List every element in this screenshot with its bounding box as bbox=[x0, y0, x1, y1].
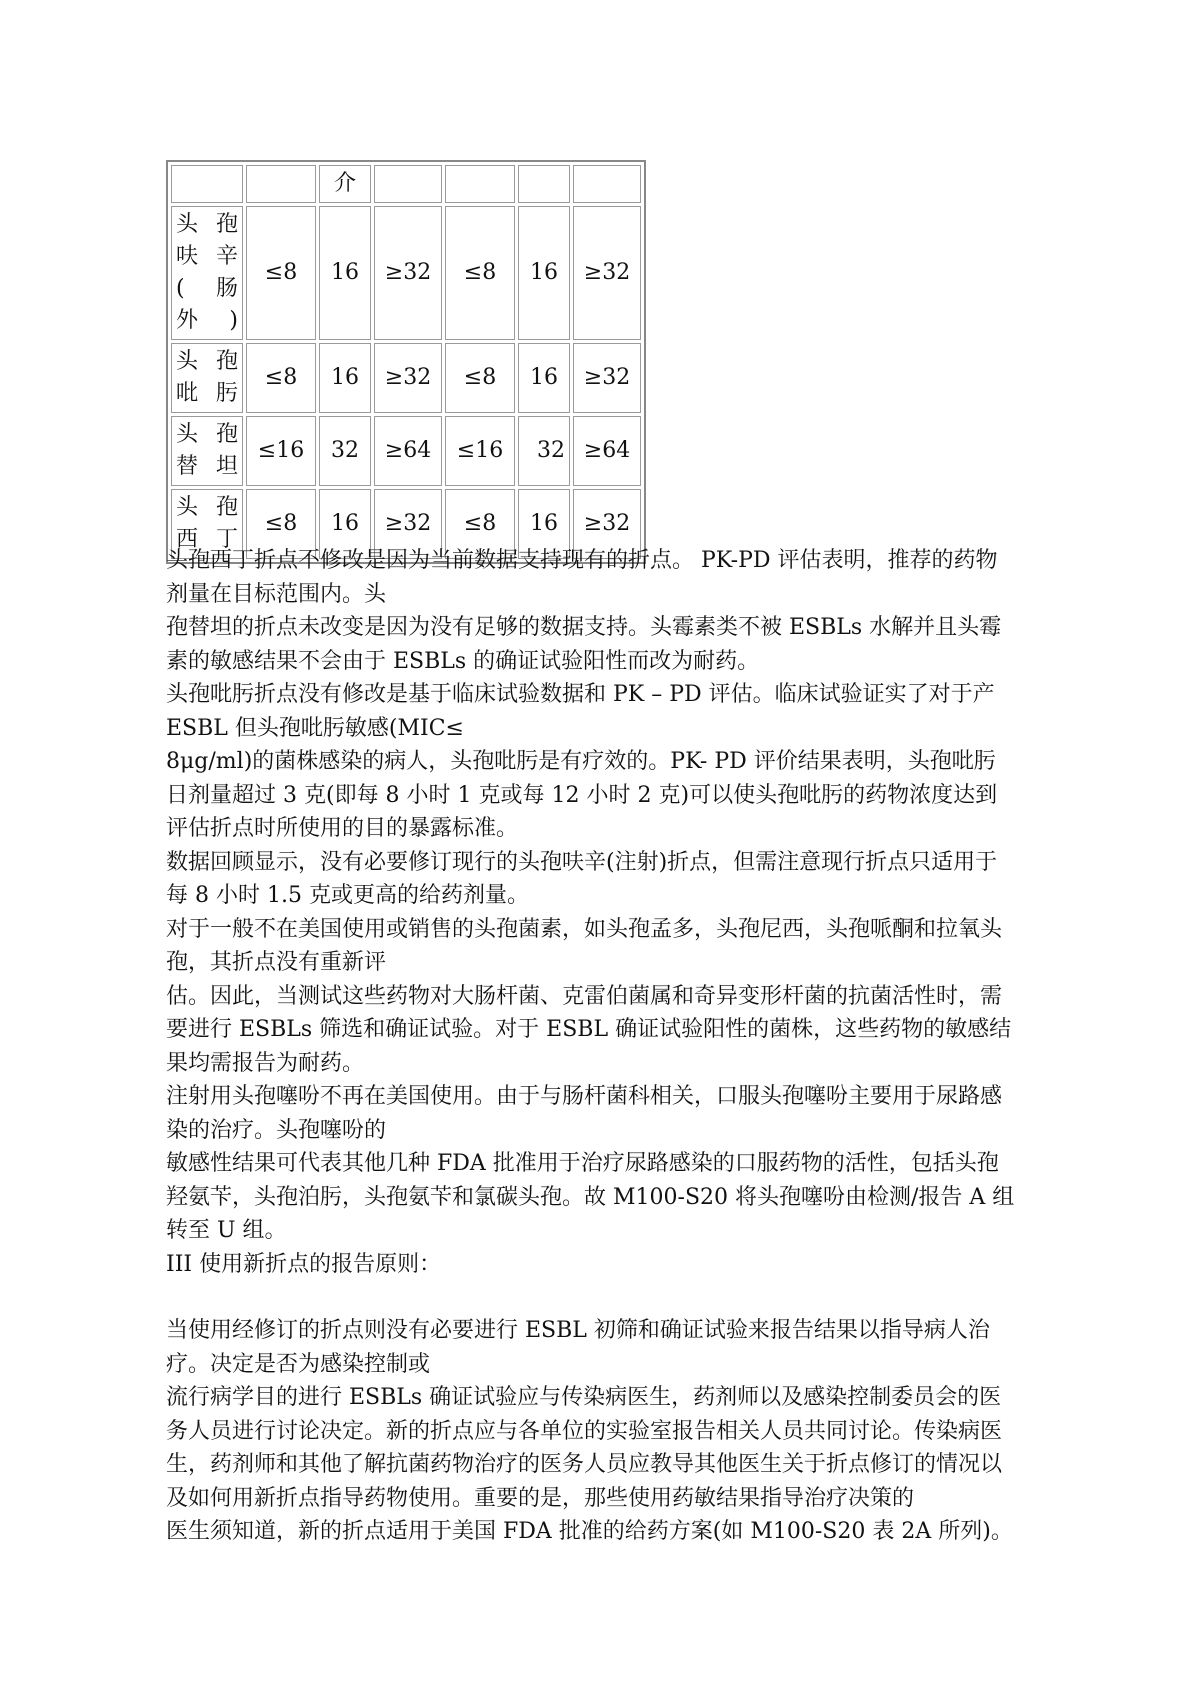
body-text bbox=[166, 544, 1016, 1549]
table-cell: ≥64 bbox=[573, 416, 641, 486]
paragraph: 注射用头孢噻吩不再在美国使用。由于与肠杆菌科相关，口服头孢噻吩主要用于尿路感染的治疗。头孢噻吩的 bbox=[166, 1084, 1003, 1143]
table-cell bbox=[246, 165, 316, 203]
table-cell: 16 bbox=[319, 489, 371, 559]
blank-line bbox=[166, 1281, 1016, 1314]
table-cell: ≤8 bbox=[246, 489, 316, 559]
table-cell: 16 bbox=[518, 343, 570, 413]
table-cell: ≥32 bbox=[374, 489, 442, 559]
table-cell: ≥32 bbox=[573, 489, 641, 559]
table-cell: ≤8 bbox=[445, 489, 515, 559]
table-cell: ≤16 bbox=[246, 416, 316, 486]
table-cell: ≥32 bbox=[374, 206, 442, 340]
drug-name-cell: 头 孢 替坦 bbox=[171, 416, 243, 486]
paragraph: 头孢吡肟折点没有修改是基于临床试验数据和 PK – PD 评估。临床试验证实了对于产 ESBL 但头孢吡肟敏感(MIC≤ bbox=[166, 682, 995, 741]
paragraph: 8μg/ml)的菌株感染的病人，头孢吡肟是有疗效的。PK- PD 评价结果表明，头孢吡肟日剂量超过 3 克(即每 8 小时 1 克或每 12 小时 2 克)可以使头孢吡肟的药物浓度达到评估折点时所使用的目的暴露标准。 bbox=[166, 749, 998, 841]
paragraph: 头孢西丁折点不修改是因为当前数据支持现有的折点。 PK-PD 评估表明，推荐的药物剂量在目标范围内。头 bbox=[166, 548, 998, 607]
breakpoint-table bbox=[166, 160, 646, 564]
table-cell: ≤8 bbox=[246, 206, 316, 340]
section-heading: III 使用新折点的报告原则： bbox=[166, 1251, 442, 1277]
table-cell: ≥32 bbox=[374, 343, 442, 413]
table-cell: 32 bbox=[319, 416, 371, 486]
table-cell: ≥32 bbox=[573, 206, 641, 340]
table-cell: ≤16 bbox=[445, 416, 515, 486]
table-cell: ≤8 bbox=[445, 206, 515, 340]
paragraph: 当使用经修订的折点则没有必要进行 ESBL 初筛和确证试验来报告结果以指导病人治疗。决定是否为感染控制或 bbox=[166, 1318, 990, 1377]
table-cell bbox=[171, 165, 243, 203]
drug-name-cell: 头 孢 呋 辛 ( 肠 外) bbox=[171, 206, 243, 340]
table-cell: ≤8 bbox=[246, 343, 316, 413]
paragraph: 医生须知道，新的折点适用于美国 FDA 批准的给药方案(如 M100-S20 表 2A 所列)。 bbox=[166, 1519, 1013, 1544]
table-cell: ≤8 bbox=[445, 343, 515, 413]
table-cell: 16 bbox=[319, 343, 371, 413]
table-cell: ≥32 bbox=[573, 343, 641, 413]
table-cell bbox=[518, 165, 570, 203]
table-cell: ≥64 bbox=[374, 416, 442, 486]
table-cell: 16 bbox=[518, 206, 570, 340]
table-header-row bbox=[171, 165, 641, 203]
table-cell bbox=[445, 165, 515, 203]
paragraph: 流行病学目的进行 ESBLs 确证试验应与传染病医生，药剂师以及感染控制委员会的医务人员进行讨论决定。新的折点应与各单位的实验室报告相关人员共同讨论。传染病医生，药剂师和其他了解抗菌药物治疗的医务人员应教导其他医生关于折点修订的情况以及如何用新折点指导药物使用。重要的是，那些使用药敏结果指导治疗决策的 bbox=[166, 1385, 1003, 1511]
paragraph: 孢替坦的折点未改变是因为没有足够的数据支持。头霉素类不被 ESBLs 水解并且头霉素的敏感结果不会由于 ESBLs 的确证试验阳性而改为耐药。 bbox=[166, 615, 1002, 674]
table-row bbox=[171, 343, 641, 413]
table-cell: 介 bbox=[319, 165, 371, 203]
table-cell: 32 bbox=[518, 416, 570, 486]
table-cell: 16 bbox=[319, 206, 371, 340]
table-cell bbox=[374, 165, 442, 203]
table-row bbox=[171, 206, 641, 340]
paragraph: 敏感性结果可代表其他几种 FDA 批准用于治疗尿路感染的口服药物的活性，包括头孢羟氨苄，头孢泊肟，头孢氨苄和氯碳头孢。故 M100-S20 将头孢噻吩由检测/报告 A 组转至 U 组。 bbox=[166, 1151, 1015, 1243]
table-cell: 16 bbox=[518, 489, 570, 559]
table-cell bbox=[573, 165, 641, 203]
paragraph: 对于一般不在美国使用或销售的头孢菌素，如头孢孟多，头孢尼西，头孢哌酮和拉氧头孢，其折点没有重新评 bbox=[166, 916, 1003, 975]
drug-name-cell: 头 孢 吡肟 bbox=[171, 343, 243, 413]
paragraph: 估。因此，当测试这些药物对大肠杆菌、克雷伯菌属和奇异变形杆菌的抗菌活性时，需要进行 ESBLs 筛选和确证试验。对于 ESBL 确证试验阳性的菌株，这些药物的敏感结果均需报告为耐药。 bbox=[166, 983, 1012, 1076]
drug-name-cell: 头 孢 西丁 bbox=[171, 489, 243, 559]
table-row bbox=[171, 416, 641, 486]
paragraph: 数据回顾显示，没有必要修订现行的头孢呋辛(注射)折点，但需注意现行折点只适用于每 8 小时 1.5 克或更高的给药剂量。 bbox=[166, 849, 998, 908]
